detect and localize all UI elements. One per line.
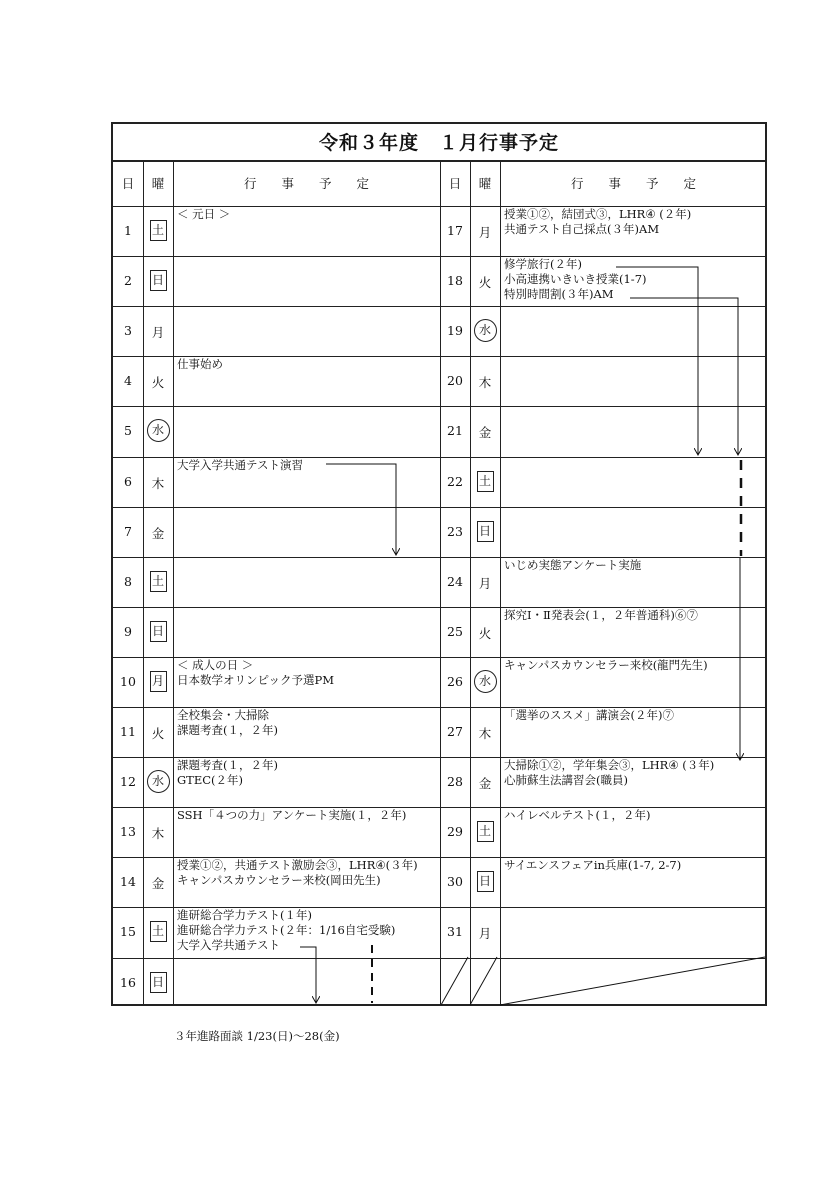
- weekday-label: 木: [151, 826, 165, 842]
- day-number: 19: [447, 323, 463, 339]
- day-number: 4: [124, 373, 132, 389]
- header-day-left: 日: [121, 176, 135, 191]
- day-number: 15: [120, 924, 136, 940]
- event-item: 授業①②，結団式③，LHR④ (２年): [504, 207, 692, 221]
- weekday-label: 金: [478, 776, 492, 792]
- day-number: 21: [447, 423, 463, 439]
- day-number: 22: [447, 473, 463, 489]
- weekday-label: 月: [478, 225, 492, 241]
- weekday-label: 木: [151, 475, 165, 491]
- arrow-line: [616, 267, 698, 455]
- event-item: 全校集会・大掃除: [177, 708, 269, 722]
- day-number: 27: [447, 724, 463, 740]
- event-item: SSH「４つの力」アンケート実施(１，２年): [177, 808, 407, 823]
- event-item: 特別時間割(３年)AM: [504, 287, 614, 302]
- weekday-boxed: 日: [150, 972, 167, 993]
- arrow-line: [630, 298, 738, 455]
- event-item: キャンパスカウンセラー来校(岡田先生): [177, 873, 381, 888]
- arrow-line: [300, 947, 316, 1003]
- event-item: 「選挙のススメ」講演会(２年)⑦: [504, 708, 674, 722]
- day-number: 7: [124, 523, 132, 539]
- weekday-label: 月: [151, 325, 165, 341]
- day-number: 20: [447, 373, 463, 389]
- event-item: 課題考査(１，２年): [177, 723, 278, 737]
- weekday-label: 金: [151, 525, 165, 541]
- header-events-left: 行 事 予 定: [243, 176, 369, 191]
- day-number: 24: [447, 573, 463, 589]
- weekday-label: 火: [478, 625, 492, 641]
- weekday-boxed: 日: [150, 621, 167, 642]
- weekday-boxed: 土: [150, 571, 167, 592]
- weekday-boxed: 土: [477, 471, 494, 492]
- weekday-boxed: 月: [150, 671, 167, 692]
- weekday-label: 木: [478, 375, 492, 391]
- weekday-label: 金: [478, 425, 492, 441]
- weekday-label: 月: [478, 575, 492, 591]
- header-weekday-left: 曜: [151, 176, 165, 191]
- day-number: 11: [120, 724, 136, 740]
- empty-cell-strike: [500, 957, 765, 1005]
- day-number: 12: [120, 774, 136, 790]
- arrow-line: [326, 464, 396, 555]
- weekday-boxed: 土: [150, 220, 167, 241]
- event-item: 心肺蘇生法講習会(職員): [504, 773, 628, 788]
- footnote: ３年進路面談 1/23(日)～28(金): [174, 1029, 340, 1043]
- empty-cell-strike: [470, 957, 497, 1005]
- event-item: ハイレベルテスト(１，２年): [504, 808, 651, 823]
- day-number: 6: [124, 473, 132, 489]
- event-item: GTEC(２年): [177, 773, 244, 788]
- day-number: 5: [124, 423, 132, 439]
- day-number: 30: [447, 874, 463, 890]
- weekday-boxed: 日: [477, 521, 494, 542]
- weekday-label: 金: [151, 876, 165, 892]
- event-item: 仕事始め: [177, 357, 223, 372]
- event-item: 日本数学オリンピック予選PM: [177, 672, 335, 687]
- weekday-circled: 水: [147, 770, 170, 793]
- weekday-circled: 水: [474, 319, 497, 342]
- weekday-circled: 水: [474, 670, 497, 693]
- page-title: 令和３年度 １月行事予定: [113, 124, 765, 162]
- weekday-circled: 水: [147, 419, 170, 442]
- event-item: ＜ 成人の日 ＞: [177, 657, 254, 672]
- header-day-right: 日: [448, 176, 462, 191]
- event-item: 修学旅行(２年): [504, 257, 582, 272]
- event-item: 探究Ⅰ・Ⅱ発表会(１，２年普通科)⑥⑦: [504, 607, 698, 622]
- event-item: 授業①②，共通テスト激励会③，LHR④(３年): [177, 858, 418, 873]
- weekday-label: 火: [151, 375, 165, 391]
- day-number: 9: [124, 623, 132, 639]
- day-number: 31: [447, 924, 463, 940]
- event-item: ＜ 元日 ＞: [177, 207, 231, 221]
- event-item: 大学入学共通テスト: [177, 938, 281, 953]
- weekday-label: 火: [478, 275, 492, 291]
- day-number: 18: [447, 273, 463, 289]
- event-item: 大学入学共通テスト演習: [177, 457, 304, 472]
- day-number: 16: [120, 974, 136, 990]
- day-number: 14: [120, 874, 136, 890]
- weekday-boxed: 土: [150, 921, 167, 942]
- day-number: 10: [120, 673, 136, 689]
- weekday-label: 月: [478, 926, 492, 942]
- day-number: 2: [124, 273, 132, 289]
- day-number: 13: [120, 824, 136, 840]
- event-item: 共通テスト自己採点(３年)AM: [504, 222, 660, 236]
- event-item: いじめ実態アンケート実施: [504, 557, 642, 572]
- event-item: 課題考査(１，２年): [177, 758, 278, 773]
- weekday-label: 木: [478, 726, 492, 742]
- event-item: サイエンスフェアin兵庫(1-7, 2-7): [504, 858, 682, 873]
- day-number: 17: [447, 223, 463, 239]
- weekday-boxed: 日: [477, 871, 494, 892]
- empty-cell-strike: [441, 957, 468, 1005]
- event-item: 進研総合学力テスト(１年): [177, 908, 313, 923]
- day-number: 26: [447, 673, 463, 689]
- event-item: 小高連携いきいき授業(1-7): [504, 272, 647, 287]
- header-weekday-right: 曜: [478, 176, 492, 191]
- weekday-label: 火: [151, 726, 165, 742]
- event-item: キャンパスカウンセラー来校(龍門先生): [504, 657, 708, 672]
- event-item: 進研総合学力テスト(２年：1/16自宅受験): [177, 923, 396, 938]
- day-number: 3: [124, 323, 132, 339]
- day-number: 1: [124, 223, 132, 239]
- weekday-boxed: 土: [477, 821, 494, 842]
- event-item: 大掃除①②，学年集会③，LHR④ (３年): [504, 758, 715, 773]
- day-number: 29: [447, 824, 463, 840]
- day-number: 23: [447, 523, 463, 539]
- day-number: 25: [447, 623, 463, 639]
- header-events-right: 行 事 予 定: [570, 176, 696, 191]
- day-number: 8: [124, 573, 132, 589]
- weekday-boxed: 日: [150, 270, 167, 291]
- day-number: 28: [447, 774, 463, 790]
